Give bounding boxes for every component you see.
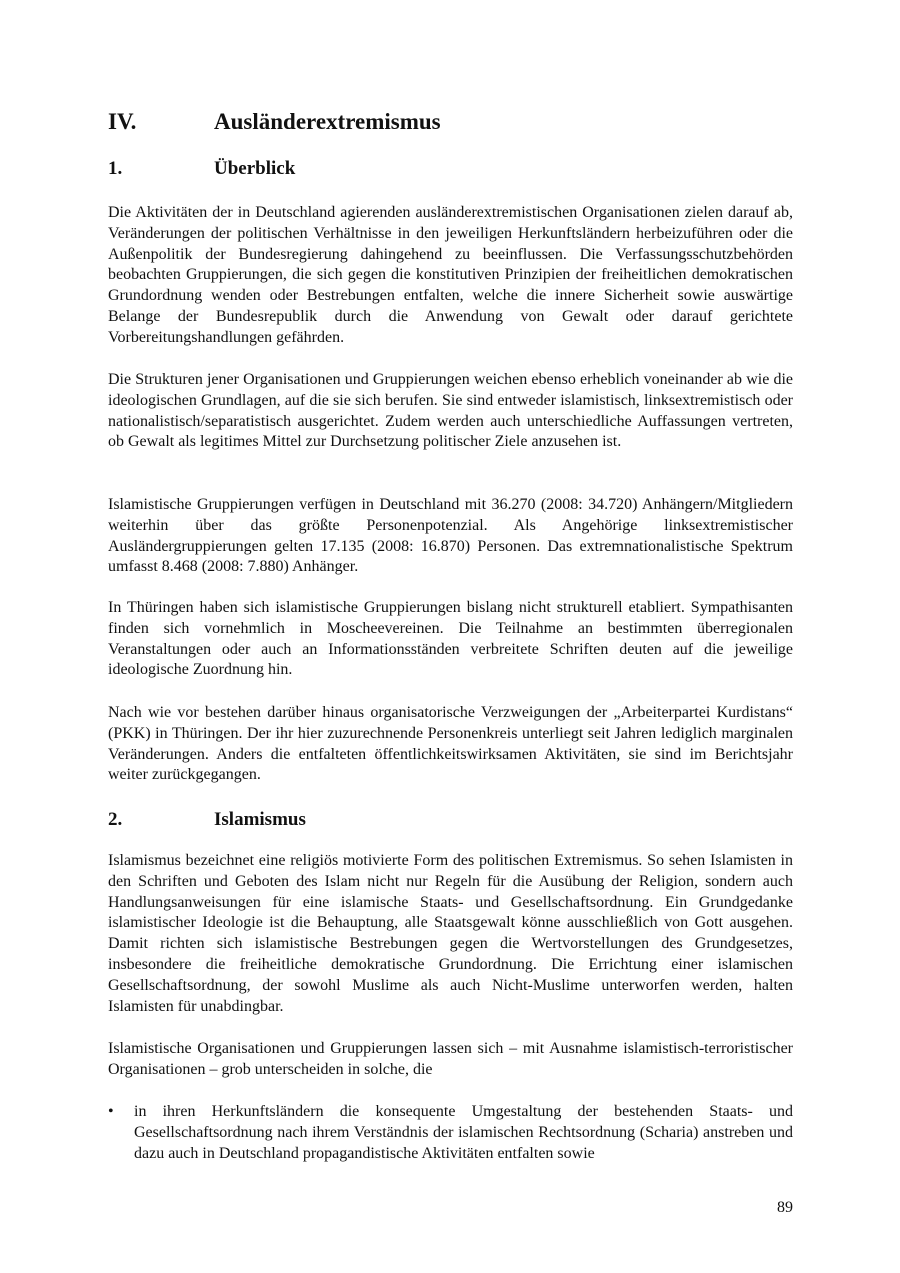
page-number: 89	[777, 1199, 793, 1216]
paragraph: Die Aktivitäten der in Deutschland agierenden ausländerextremistischen Organisationen zielen darauf ab, Veränderungen der politischen Verhältnisse in den jeweiligen Herkunftsländern herbeizuführen oder die Außenpolitik der Bundesregierung dahingehend zu beeinflussen. Die Verfassungsschutzbehörden beobachten Gruppierungen, die sich gegen die konstitutiven Prinzipien der freiheitlichen demokratischen Grundordnung wenden oder Bestrebungen entfalten, welche die innere Sicherheit sowie auswärtige Belange der Bundesrepublik durch die Anwendung von Gewalt oder darauf gerichtete Vorbereitungshandlungen gefährden.	[108, 204, 793, 346]
subsection-number: 2.	[108, 809, 123, 830]
paragraph: Islamistische Gruppierungen verfügen in Deutschland mit 36.270 (2008: 34.720) Anhängern/Mitgliedern weiterhin über das größte Personenpotenzial. Als Angehörige linksextremistischer Ausländergruppierungen gelten 17.135 (2008: 16.870) Personen. Das extremnationalistische Spektrum umfasst 8.468 (2008: 7.880) Anhänger.	[108, 496, 793, 576]
bullet-marker: •	[108, 1103, 114, 1120]
list-item-text: in ihren Herkunftsländern die konsequente Umgestaltung der bestehenden Staats- und Gesellschaftsordnung nach ihrem Verständnis der islamischen Rechtsordnung (Scharia) anstreben und dazu auch in Deutschland propagandistische Aktivitäten entfalten sowie	[134, 1103, 793, 1162]
section-number: IV.	[108, 109, 137, 134]
section-heading	[108, 108, 608, 136]
paragraph: Die Strukturen jener Organisationen und Gruppierungen weichen ebenso erheblich voneinander ab wie die ideologischen Grundlagen, auf die sie sich berufen. Sie sind entweder islamistisch, linksextremistisch oder nationalistisch/separatistisch ausgerichtet. Zudem werden auch unterschiedliche Auffassungen vertreten, ob Gewalt als legitimes Mittel zur Durchsetzung politischer Ziele anzusehen ist.	[108, 371, 793, 451]
subsection-heading-overview	[108, 157, 608, 181]
paragraph: Islamismus bezeichnet eine religiös motivierte Form des politischen Extremismus. So sehen Islamisten in den Schriften und Geboten des Islam nicht nur Regeln für die Ausübung der Religion, sondern auch Handlungsanweisungen für eine islamische Staats- und Gesellschaftsordnung. Ein Grundgedanke islamistischer Ideologie ist die Behauptung, alle Staatsgewalt könne ausschließlich von Gott ausgehen. Damit richten sich islamistische Bestrebungen gegen die Wertvorstellungen des Grundgesetzes, insbesondere die freiheitliche demokratische Grundordnung. Die Errichtung einer islamischen Gesellschaftsordnung, der sowohl Muslime als auch Nicht-Muslime unterworfen werden, halten Islamisten für unabdingbar.	[108, 852, 793, 1015]
section-title: Ausländerextremismus	[214, 109, 441, 134]
paragraph: In Thüringen haben sich islamistische Gruppierungen bislang nicht strukturell etabliert. Sympathisanten finden sich vornehmlich in Moscheevereinen. Die Teilnahme an bestimmten überregionalen Veranstaltungen oder auch an Informationsständen verbreitete Schriften deuten auf die jeweilige ideologische Zuordnung hin.	[108, 599, 793, 679]
paragraph: Nach wie vor bestehen darüber hinaus organisatorische Verzweigungen der „Arbeiterpartei Kurdistans“ (PKK) in Thüringen. Der ihr hier zuzurechnende Personenkreis unterliegt seit Jahren lediglich marginalen Veränderungen. Anders die entfalteten öffentlichkeitswirksamen Aktivitäten, sie sind im Berichtsjahr weiter zurückgegangen.	[108, 704, 793, 784]
subsection-title: Islamismus	[214, 809, 306, 830]
subsection-heading-islamism	[108, 808, 608, 832]
subsection-number: 1.	[108, 158, 123, 179]
subsection-title: Überblick	[214, 158, 296, 179]
paragraph: Islamistische Organisationen und Gruppierungen lassen sich – mit Ausnahme islamistisch-terroristischer Organisationen – grob unterscheiden in solche, die	[108, 1040, 793, 1078]
